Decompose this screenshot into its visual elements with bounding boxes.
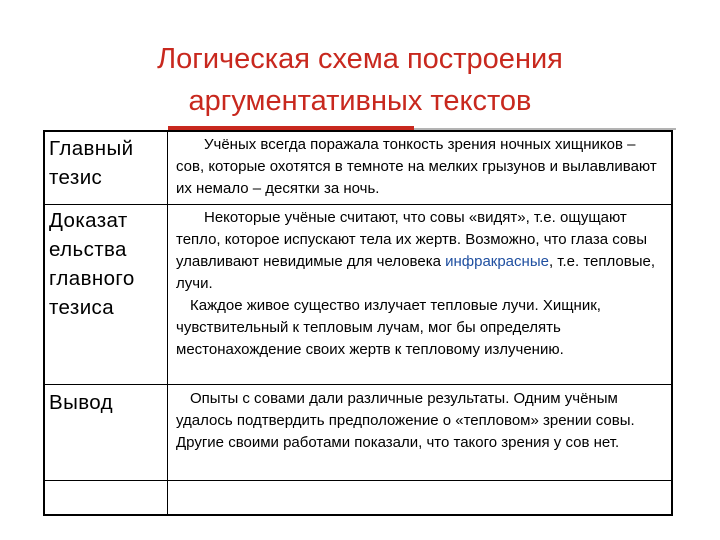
row-divider-1 <box>45 204 671 205</box>
row-text-evidence <box>176 207 666 361</box>
scheme-table <box>43 130 673 516</box>
row-text-main-thesis <box>176 134 666 200</box>
paragraph: Некоторые учёные считают, что совы «видят», т.е. ощущают тепло, которое испускают тела их жертв. Возможно, что глаза совы улавливают невидимые для человека инфракрасные, т.е. тепловые, лучи. <box>176 209 656 292</box>
title-line-1: Логическая схема построения <box>157 43 563 75</box>
highlight-term: инфракрасные <box>445 253 549 270</box>
paragraph: Каждое живое существо излучает тепловые лучи. Хищник, чувствительный к тепловым лучам, мог бы определять местонахождение своих жертв к тепловому излучению. <box>176 297 601 358</box>
row-divider-3 <box>45 480 671 481</box>
row-label-conclusion: Вывод <box>49 391 113 414</box>
row-label-evidence: Доказат ельства главного тезиса <box>49 209 135 319</box>
page-title <box>0 38 720 122</box>
paragraph: Учёных всегда поражала тонкость зрения ночных хищников – сов, которые охотятся в темноте на мелких грызунов и вылавливают их немало – десятки за ночь. <box>176 136 657 197</box>
row-divider-2 <box>45 384 671 385</box>
row-text-conclusion <box>176 388 666 454</box>
row-label-main-thesis: Главный тезис <box>49 137 134 189</box>
column-divider <box>167 132 168 514</box>
title-line-2: аргументативных текстов <box>188 85 532 117</box>
paragraph: Опыты с совами дали различные результаты. Одним учёным удалось подтвердить предположение о «тепловом» зрении совы. Другие своими работами показали, что такого зрения у сов нет. <box>176 390 635 451</box>
